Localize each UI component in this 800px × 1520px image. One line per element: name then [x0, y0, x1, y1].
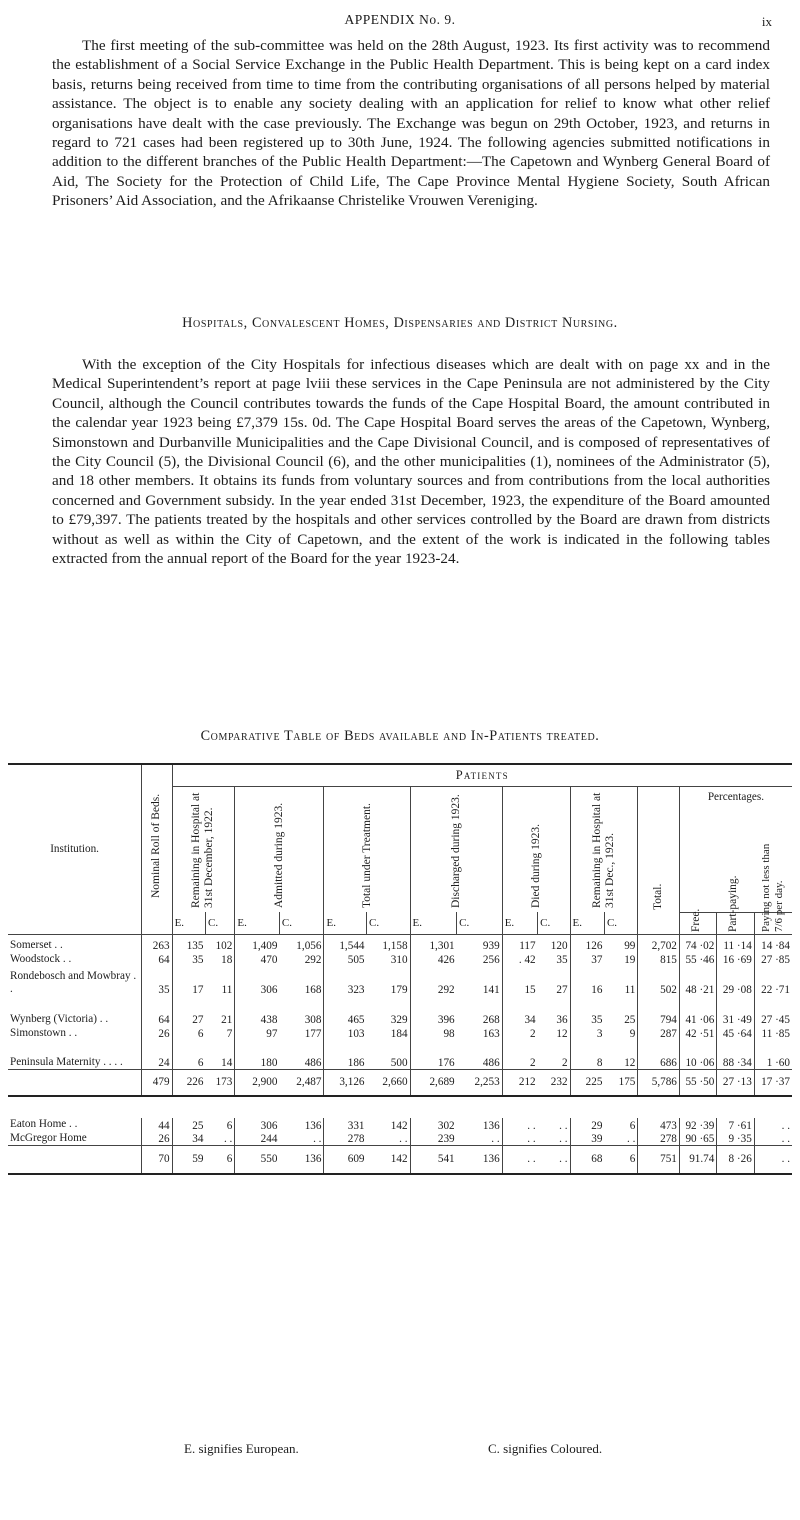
cell-value: 939 [457, 934, 503, 952]
percentages-label: Percentages. [707, 790, 765, 803]
cell-value: 486 [279, 1040, 324, 1070]
col-total: Total. [652, 883, 665, 910]
cell-value: 136 [457, 1118, 503, 1132]
section-heading-hospitals: Hospitals, Convalescent Homes, Dispensaries and District Nursing. [182, 315, 618, 331]
paragraph-social-service: The first meeting of the sub-committee was held on the 28th August, 1923. Its first activity was to recommend the establishment of a Social Service Exchange in the Public Health Department. This is being kept on a card index basis, returns being received from time to time from the contributing organisations of all persons helped by material assistance. The object is to enable any society dealing with an application for relief to know what other relief organisations have dealt with the case previously. The Exchange was begun on 29th October, 1923, and returns in regard to 721 cases had been registered up to 30th June, 1924. The following agencies submitted notifications in addition to the different branches of the Public Health Department:—The Capetown and Wynberg General Board of Aid, The Society for the Protection of Child Life, The Cape Province Mental Hygiene Society, South African Prisoners’ Aid Association, and the Afrikaanse Christelike Vrouwen Vereniging. [52, 37, 770, 210]
nominal-sub-blank [142, 912, 172, 934]
cell-value: 48 ·21 [679, 966, 716, 996]
cell-value: 35 [538, 952, 570, 966]
cell-value: 486 [457, 1040, 503, 1070]
cell-value: 426 [437, 953, 455, 966]
sub-c-2: C. [279, 912, 324, 934]
cell-value: 31 ·49 [717, 996, 754, 1026]
cell-value: 29 [591, 1119, 603, 1132]
institution-name [8, 1070, 142, 1096]
col-paying: Paying not less than 7/6 per day. [759, 843, 785, 932]
cell-value: 102 [205, 934, 234, 952]
cell-value: 126 [585, 939, 603, 952]
col-died: Died during 1923. [529, 824, 542, 909]
cell-value: 17 ·37 [754, 1070, 792, 1096]
cell-value: 268 [457, 996, 503, 1026]
cell-value: 168 [279, 966, 324, 996]
cell-value: 308 [279, 996, 324, 1026]
cell-value: 163 [457, 1026, 503, 1040]
cell-value: 19 [604, 952, 637, 966]
cell-value: 3,126 [324, 1070, 367, 1096]
cell-value: 64 [142, 952, 172, 966]
col-free-header [679, 908, 716, 934]
cell-value: 21 [205, 996, 234, 1026]
cell-value: 225 [570, 1070, 604, 1096]
col-remaining-end-header [570, 786, 638, 912]
cell-value: . . [754, 1146, 792, 1174]
cell-value: 815 [638, 952, 680, 966]
cell-value: 27 ·45 [761, 1013, 790, 1026]
cell-value: 2 [530, 1027, 536, 1040]
cell-value: 142 [367, 1146, 411, 1174]
col-total-treatment: Total under Treatment. [360, 803, 373, 909]
cell-value: 55 ·50 [679, 1070, 716, 1096]
separator-cell [8, 1096, 792, 1118]
col-nominal-header [142, 764, 172, 912]
cell-value: . . [205, 1132, 234, 1146]
cell-value: 1,056 [279, 934, 324, 952]
cell-value: 70 [142, 1146, 172, 1174]
cell-value: 175 [604, 1070, 637, 1096]
cell-value: 12 [538, 1026, 570, 1040]
cell-value: . . [279, 1132, 324, 1146]
cell-value: 2,660 [367, 1070, 411, 1096]
cell-value: 11 [604, 966, 637, 996]
cell-value: 473 [638, 1118, 680, 1132]
cell-value: 278 [638, 1132, 680, 1146]
col-discharged-header [410, 786, 502, 912]
cell-value: 244 [260, 1133, 278, 1145]
cell-value: 505 [347, 953, 365, 966]
cell-value: . . [538, 1132, 570, 1146]
col-institution: Institution. [8, 764, 142, 934]
footnote-european: E. signifies European. [184, 1441, 299, 1456]
cell-value: 35 [142, 966, 172, 996]
cell-value: . . [502, 1146, 537, 1174]
col-admitted: Admitted during 1923. [272, 803, 285, 909]
col-nominal: Nominal Roll of Beds. [150, 793, 163, 898]
institution-name: Rondebosch and Mowbray . . [8, 966, 142, 996]
institution-name: Simonstown . . [8, 1026, 142, 1040]
cell-value: 136 [457, 1146, 503, 1174]
cell-value: . . [781, 1119, 790, 1132]
cell-value: 16 ·69 [717, 952, 754, 966]
cell-value: 27 ·13 [717, 1070, 754, 1096]
cell-value: 141 [457, 966, 503, 996]
cell-value: 184 [367, 1026, 411, 1040]
cell-value: 2,689 [410, 1070, 457, 1096]
institution-name: McGregor Home [8, 1132, 142, 1146]
cell-value: 103 [347, 1027, 365, 1040]
col-remaining-start-header [172, 786, 235, 912]
sub-e-2: E. [235, 912, 280, 934]
cell-value: . . [538, 1146, 570, 1174]
col-part-header [717, 874, 754, 934]
cell-value: 8 ·26 [717, 1146, 754, 1174]
sub-e-5: E. [502, 912, 537, 934]
sub-e-4: E. [410, 912, 457, 934]
cell-value: 500 [367, 1040, 411, 1070]
cell-value: 135 [186, 939, 204, 952]
cell-value: 278 [347, 1133, 365, 1145]
col-remaining-start: Remaining in Hospital at 31st December, 1922. [190, 792, 216, 909]
cell-value: 12 [604, 1040, 637, 1070]
cell-value: 6 [205, 1146, 234, 1174]
cell-value: 176 [437, 1057, 455, 1069]
cell-value: 41 ·06 [679, 996, 716, 1026]
cell-value: . . [781, 1133, 790, 1145]
cell-value: 310 [367, 952, 411, 966]
cell-value: . . [367, 1132, 411, 1146]
cell-value: 3 [596, 1027, 603, 1040]
total-row [8, 1070, 792, 1096]
cell-value: 329 [367, 996, 411, 1026]
cell-value: 306 [260, 1119, 278, 1132]
total-row [8, 1146, 792, 1174]
beds-table [8, 763, 792, 1175]
cell-value: 686 [638, 1040, 680, 1070]
col-total-treatment-header [324, 786, 410, 912]
table-row [8, 952, 792, 966]
institution-name: Wynberg (Victoria) . . [8, 996, 142, 1026]
cell-value: 287 [638, 1026, 680, 1040]
cell-value: 27 ·85 [761, 953, 790, 966]
col-free: Free. [689, 908, 702, 932]
cell-value: 2 [530, 1057, 536, 1069]
sub-c-4: C. [457, 912, 503, 934]
page-number: ix [761, 14, 772, 29]
cell-value: 470 [260, 953, 278, 966]
cell-value: 292 [279, 952, 324, 966]
cell-value: 45 ·64 [717, 1026, 754, 1040]
cell-value: 25 [192, 1119, 204, 1132]
col-discharged: Discharged during 1923. [449, 794, 462, 909]
cell-value: 92 ·39 [679, 1118, 716, 1132]
cell-value: 42 ·51 [679, 1026, 716, 1040]
cell-value: . . [538, 1118, 570, 1132]
cell-value: . . [527, 1133, 536, 1145]
cell-value: 5,786 [638, 1070, 680, 1096]
table-body [8, 934, 792, 1174]
cell-value: 34 [192, 1133, 204, 1145]
cell-value: 226 [172, 1070, 205, 1096]
cell-value: 27 [538, 966, 570, 996]
cell-value: 173 [205, 1070, 234, 1096]
cell-value: . . [604, 1132, 637, 1146]
cell-value: 11 ·14 [717, 934, 754, 952]
cell-value: 323 [347, 983, 365, 996]
institution-name: Eaton Home . . [8, 1118, 142, 1132]
cell-value: 180 [260, 1057, 278, 1069]
institution-name: Peninsula Maternity . . . . [8, 1040, 142, 1070]
cell-value: 609 [324, 1146, 367, 1174]
cell-value: 2 [538, 1040, 570, 1070]
group-separator [8, 1096, 792, 1118]
cell-value: 7 ·61 [717, 1118, 754, 1132]
cell-value: 177 [279, 1026, 324, 1040]
table-row [8, 1026, 792, 1040]
cell-value: 29 ·08 [717, 966, 754, 996]
sub-e-3: E. [324, 912, 367, 934]
patients-header: Patients [172, 764, 792, 786]
cell-value: 68 [570, 1146, 604, 1174]
cell-value: 502 [638, 966, 680, 996]
cell-value: 232 [538, 1070, 570, 1096]
sub-c-5: C. [538, 912, 570, 934]
cell-value: 9 ·35 [717, 1132, 754, 1146]
cell-value: 142 [367, 1118, 411, 1132]
cell-value: 239 [437, 1133, 455, 1145]
cell-value: 6 [604, 1118, 637, 1132]
cell-value: 1 ·60 [766, 1057, 790, 1069]
cell-value: 14 ·84 [761, 939, 790, 952]
cell-value: 44 [142, 1118, 172, 1132]
col-admitted-header [235, 786, 324, 912]
cell-value: 55 ·46 [679, 952, 716, 966]
cell-value: 212 [502, 1070, 537, 1096]
cell-value: . 42 [518, 953, 536, 966]
cell-value: 256 [457, 952, 503, 966]
cell-value: 26 [142, 1132, 172, 1146]
cell-value: 18 [205, 952, 234, 966]
col-died-header [502, 786, 570, 912]
cell-value: 22 ·71 [761, 983, 790, 996]
sub-c-3: C. [367, 912, 411, 934]
table-heading: Comparative Table of Beds available and In-Patients treated. [200, 728, 600, 744]
cell-value: 35 [591, 1013, 603, 1026]
cell-value: 26 [142, 1026, 172, 1040]
cell-value: 292 [437, 983, 455, 996]
cell-value: 1,158 [367, 934, 411, 952]
cell-value: 2,487 [279, 1070, 324, 1096]
cell-value: 59 [172, 1146, 205, 1174]
cell-value: 90 ·65 [679, 1132, 716, 1146]
col-paying-header [754, 843, 792, 934]
cell-value: 6 [604, 1146, 637, 1174]
cell-value: 136 [279, 1118, 324, 1132]
cell-value: 11 ·85 [761, 1027, 790, 1040]
cell-value: 179 [367, 966, 411, 996]
cell-value: 550 [235, 1146, 280, 1174]
table-row [8, 966, 792, 996]
cell-value: 302 [437, 1119, 455, 1132]
cell-value: 1,409 [252, 939, 278, 952]
cell-value: 14 [205, 1040, 234, 1070]
table-row [8, 934, 792, 952]
table-row [8, 996, 792, 1026]
cell-value: 1,544 [339, 939, 365, 952]
institution-name: Woodstock . . [8, 952, 142, 966]
cell-value: 27 [192, 1013, 204, 1026]
cell-value: 9 [604, 1026, 637, 1040]
institution-name: Somerset . . [8, 934, 142, 952]
cell-value: 541 [410, 1146, 457, 1174]
cell-value: 465 [347, 1013, 365, 1026]
cell-value: 98 [443, 1027, 455, 1040]
cell-value: . . [457, 1132, 503, 1146]
cell-value: 25 [604, 996, 637, 1026]
sub-e-1: E. [172, 912, 205, 934]
cell-value: 331 [347, 1119, 365, 1132]
col-total-header [638, 786, 680, 934]
cell-value: 97 [266, 1027, 278, 1040]
cell-value: 1,301 [429, 939, 455, 952]
cell-value: 36 [538, 996, 570, 1026]
cell-value: 35 [192, 953, 204, 966]
cell-value: 15 [524, 983, 536, 996]
cell-value: 117 [519, 939, 536, 952]
cell-value: 6 [197, 1027, 204, 1040]
cell-value: . . [527, 1119, 536, 1132]
table-row [8, 1132, 792, 1146]
cell-value: 306 [260, 983, 278, 996]
cell-value: 99 [604, 934, 637, 952]
cell-value: 2,253 [457, 1070, 503, 1096]
cell-value: 11 [205, 966, 234, 996]
footnote-coloured: C. signifies Coloured. [488, 1441, 603, 1456]
cell-value: 2,900 [235, 1070, 280, 1096]
table-row [8, 1118, 792, 1132]
institution-name [8, 1146, 142, 1174]
cell-value: 751 [638, 1146, 680, 1174]
running-head: APPENDIX No. 9. [344, 12, 456, 27]
cell-value: 7 [205, 1026, 234, 1040]
cell-value: 16 [591, 983, 603, 996]
cell-value: 74 ·02 [679, 934, 716, 952]
cell-value: 88 ·34 [717, 1040, 754, 1070]
cell-value: 2,702 [638, 934, 680, 952]
cell-value: 17 [192, 983, 204, 996]
cell-value: 64 [142, 996, 172, 1026]
cell-value: 8 [596, 1057, 603, 1069]
table-row [8, 1040, 792, 1070]
sub-c-1: C. [205, 912, 234, 934]
cell-value: 438 [260, 1013, 278, 1026]
sub-c-6: C. [604, 912, 637, 934]
cell-value: 479 [142, 1070, 172, 1096]
cell-value: 6 [197, 1057, 204, 1069]
cell-value: 186 [347, 1057, 365, 1069]
cell-value: 136 [279, 1146, 324, 1174]
cell-value: 120 [538, 934, 570, 952]
cell-value: 263 [142, 934, 172, 952]
col-remaining-end: Remaining in Hospital at 31st Dec., 1923. [590, 792, 616, 909]
cell-value: 91.74 [679, 1146, 716, 1174]
paragraph-hospital-board: With the exception of the City Hospitals for infectious diseases which are dealt with on page xx and in the Medical Superintendent’s report at page lviii these services in the Cape Peninsula are not administered by the City Council, although the Council contributes towards the funds of the Cape Hospital Board, the amount contributed in the calendar year 1923 being £7,379 15s. 0d. The Cape Hospital Board serves the areas of the Capetown, Wynberg, Simonstown and Durbanville Municipalities and the Cape Divisional Council, and is composed of representatives of the City Council (5), the Divisional Council (6), and the other municipalities (1), nominees of the Administrator (5), and 18 other members. It obtains its funds from voluntary sources and from contributions from the local authorities concerned and Government subsidy. In the year ended 31st December, 1923, the expenditure of the Board amounted to £79,397. The patients treated by the hospitals and other services controlled by the Board are drawn from districts without as well as within the City of Capetown, and the extent of the work is indicated in the following tables extracted from the annual report of the Board for the year 1923-24. [52, 356, 770, 568]
cell-value: 6 [205, 1118, 234, 1132]
cell-value: 24 [142, 1040, 172, 1070]
cell-value: 39 [591, 1133, 603, 1145]
cell-value: 10 ·06 [679, 1040, 716, 1070]
sub-e-6: E. [570, 912, 604, 934]
cell-value: 34 [524, 1013, 536, 1026]
cell-value: 794 [638, 996, 680, 1026]
cell-value: 396 [437, 1013, 455, 1026]
col-part: Part-paying. [727, 874, 740, 932]
cell-value: 37 [591, 953, 603, 966]
